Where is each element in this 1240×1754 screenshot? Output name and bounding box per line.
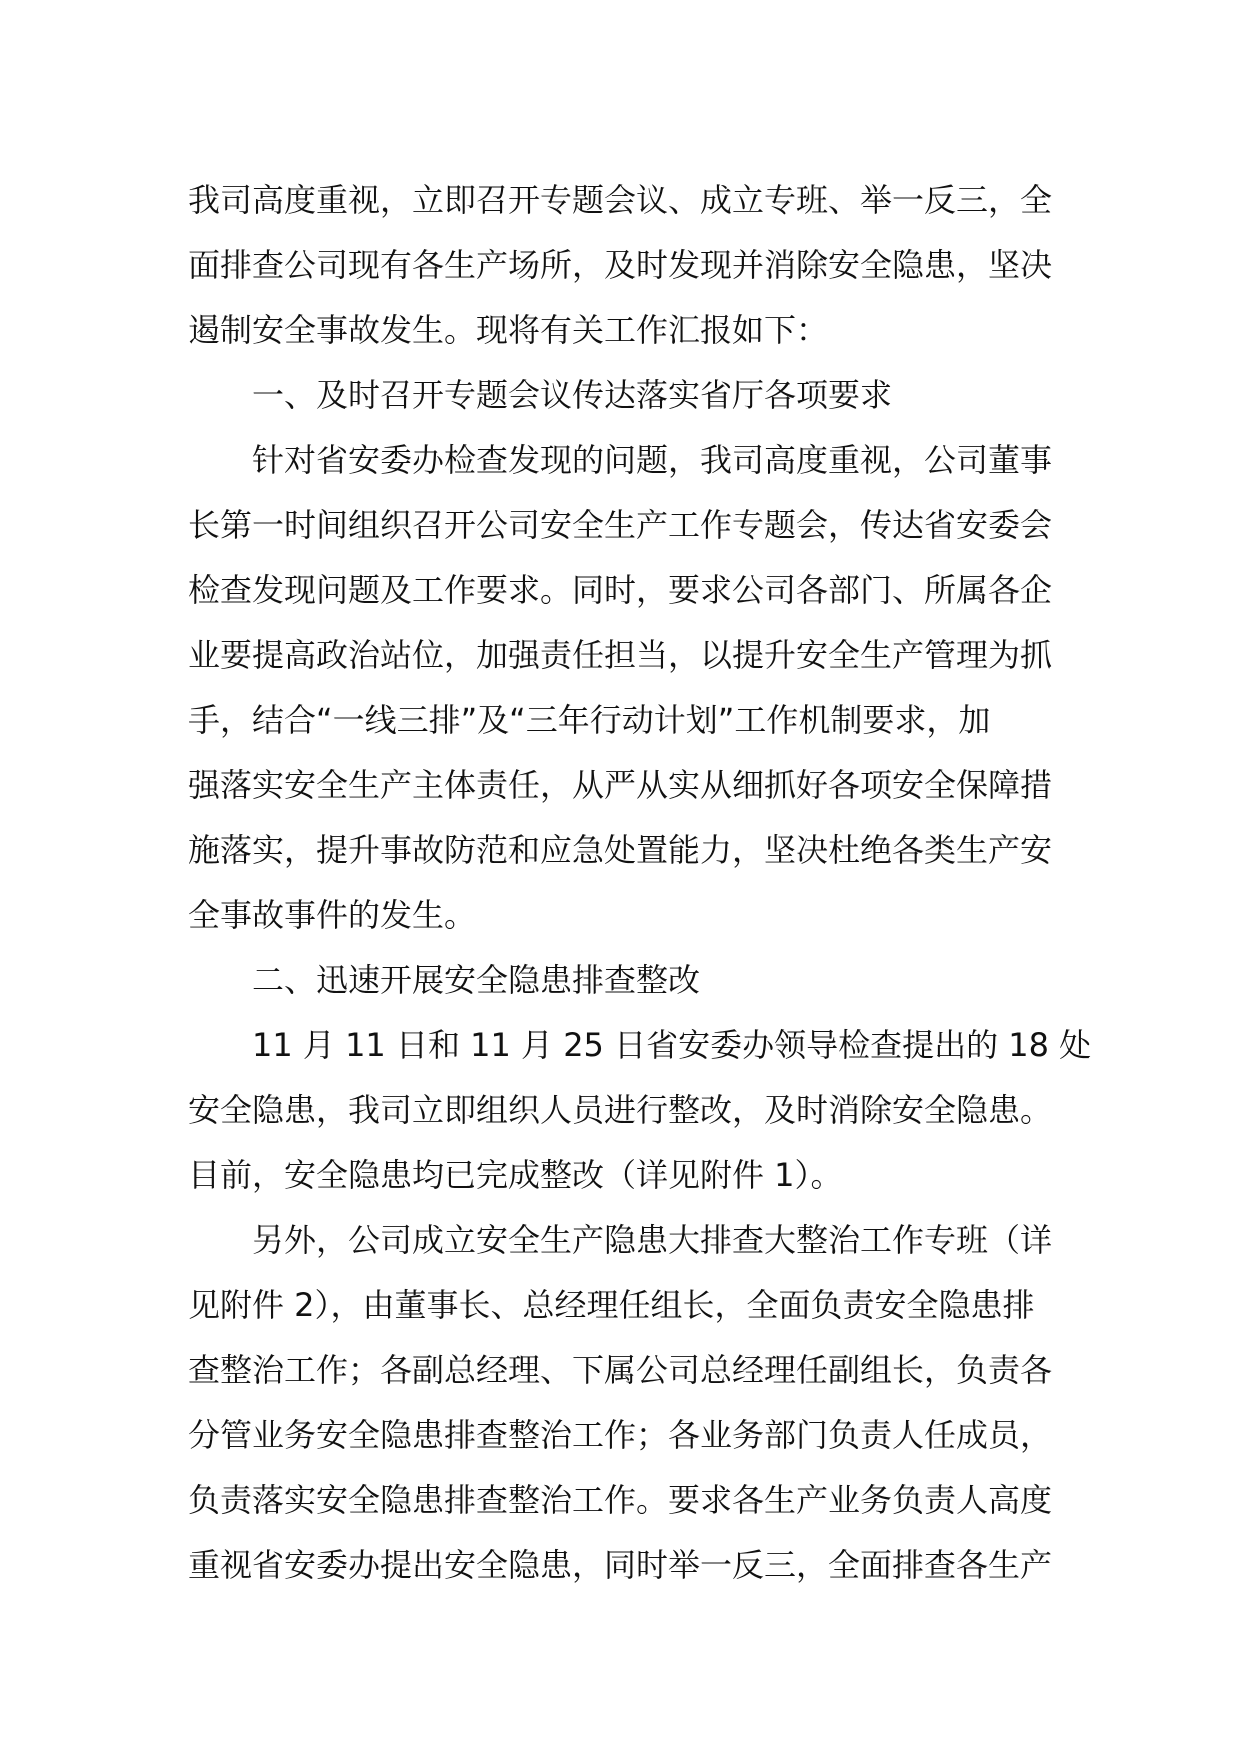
section-heading-text: 二、迅速开展安全隐患排查整改	[252, 961, 701, 999]
text-line: 针对省安委办检查发现的问题，我司高度重视，公司董事	[252, 441, 1053, 479]
text-line: 我司高度重视，立即召开专题会议、成立专班、举一反三，全	[188, 181, 1053, 219]
text-line: 负责落实安全隐患排查整治工作。要求各生产业务负责人高度	[188, 1481, 1053, 1519]
section-heading-text: 一、及时召开专题会议传达落实省厅各项要求	[252, 376, 893, 414]
text-line: 遏制安全事故发生。现将有关工作汇报如下：	[188, 311, 829, 349]
text-line: 强落实安全生产主体责任，从严从实从细抓好各项安全保障措	[188, 766, 1053, 804]
text-line: 目前，安全隐患均已完成整改（详见附件 1）。	[188, 1156, 843, 1194]
text-line: 检查发现问题及工作要求。同时，要求公司各部门、所属各企	[188, 571, 1053, 609]
text-line: 重视省安委办提出安全隐患，同时举一反三，全面排查各生产	[188, 1546, 1053, 1584]
text-line: 面排查公司现有各生产场所，及时发现并消除安全隐患，坚决	[188, 246, 1053, 284]
document-body	[188, 168, 1092, 1598]
text-line: 全事故事件的发生。	[188, 896, 477, 934]
section-heading-2	[188, 948, 1062, 1013]
section-2-paragraph-1	[188, 1013, 1092, 1208]
text-line: 查整治工作；各副总经理、下属公司总经理任副组长，负责各	[188, 1351, 1053, 1389]
text-line: 手，结合“一线三排”及“三年行动计划”工作机制要求，加	[188, 701, 991, 739]
text-line: 施落实，提升事故防范和应急处置能力，坚决杜绝各类生产安	[188, 831, 1053, 869]
text-line: 分管业务安全隐患排查整治工作；各业务部门负责人任成员，	[188, 1416, 1053, 1454]
text-line: 业要提高政治站位，加强责任担当，以提升安全生产管理为抓	[188, 636, 1053, 674]
section-2-paragraph-2	[188, 1208, 1062, 1598]
text-line: 11 月 11 日和 11 月 25 日省安委办领导检查提出的 18 处	[252, 1026, 1092, 1064]
intro-paragraph	[188, 168, 1062, 363]
text-line: 另外，公司成立安全生产隐患大排查大整治工作专班（详	[252, 1221, 1053, 1259]
text-line: 长第一时间组织召开公司安全生产工作专题会，传达省安委会	[188, 506, 1053, 544]
text-line: 安全隐患，我司立即组织人员进行整改，及时消除安全隐患。	[188, 1091, 1053, 1129]
section-heading-1	[188, 363, 1062, 428]
section-1-paragraph	[188, 428, 1062, 948]
text-line: 见附件 2），由董事长、总经理任组长，全面负责安全隐患排	[188, 1286, 1035, 1324]
